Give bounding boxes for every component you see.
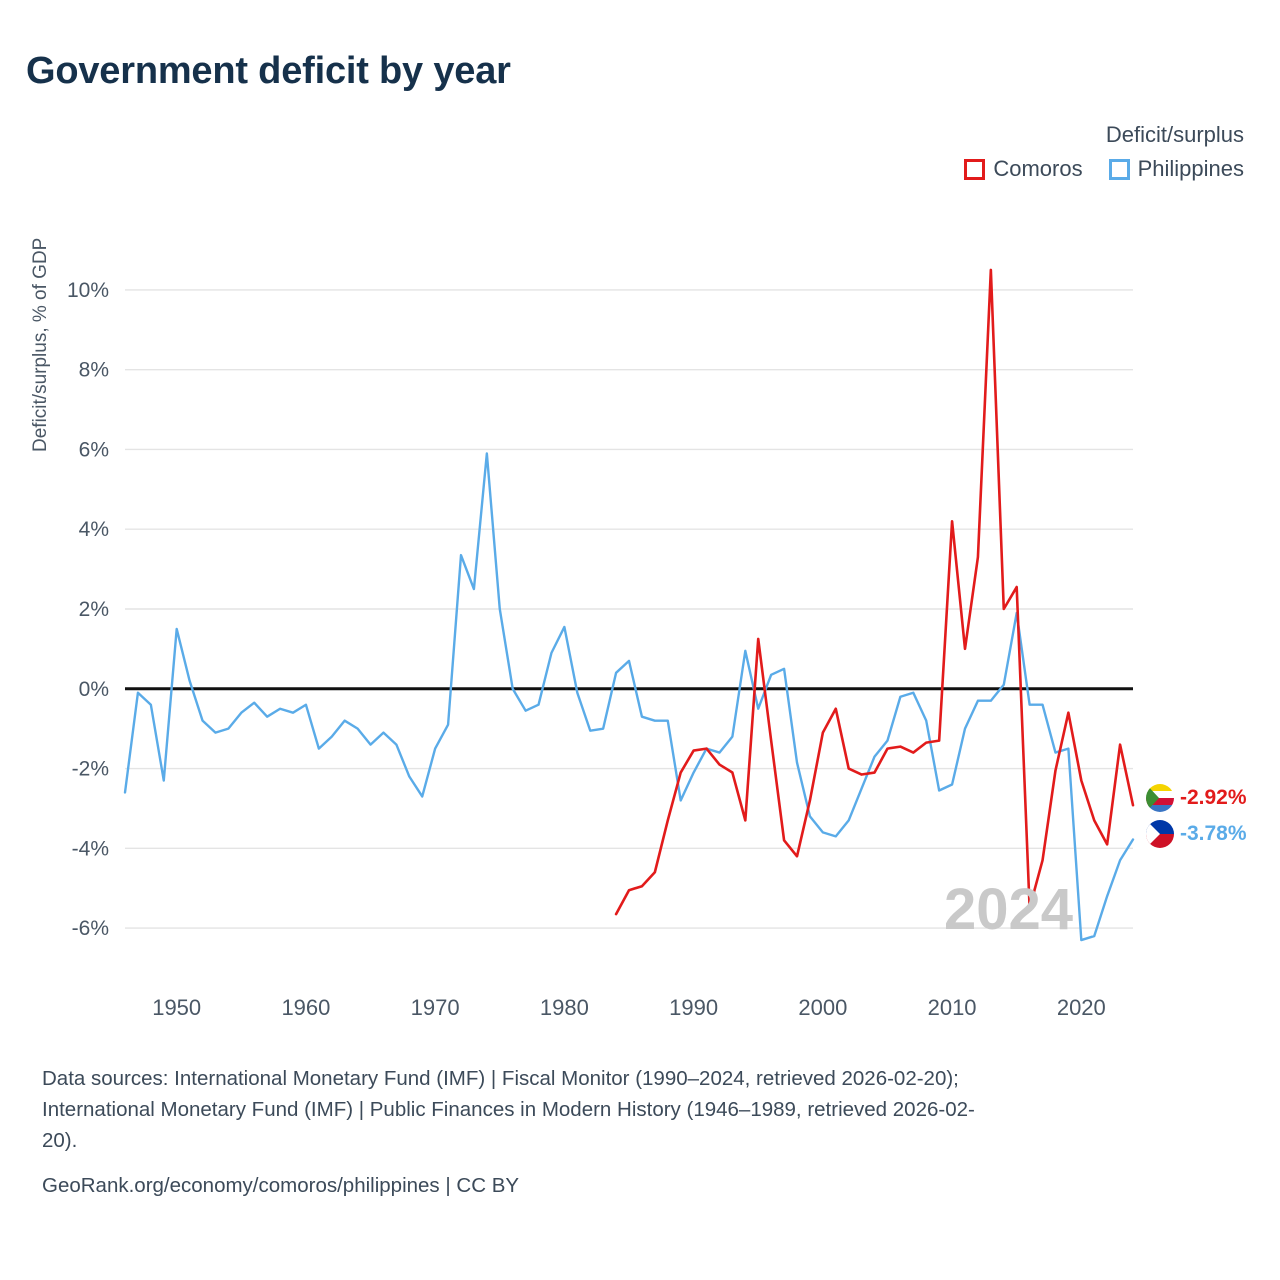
- x-tick-label: 2010: [927, 995, 977, 1020]
- legend-title: Deficit/surplus: [1105, 122, 1244, 147]
- legend-label-philippines: Philippines: [1137, 156, 1244, 181]
- page-title: Government deficit by year: [26, 50, 511, 92]
- footer-attribution: GeoRank.org/economy/comoros/philippines | CC BY: [42, 1174, 520, 1197]
- y-tick-label: 0%: [78, 677, 109, 701]
- end-label-comoros: -2.92%: [1180, 786, 1247, 809]
- x-tick-label: 1990: [669, 995, 719, 1020]
- footer-sources-line3: 20).: [42, 1129, 78, 1152]
- y-tick-label: 10%: [66, 278, 109, 302]
- year-watermark: 2024: [944, 877, 1074, 942]
- footer: [42, 1063, 1242, 1201]
- y-tick-label: 8%: [78, 358, 109, 382]
- x-tick-label: 1960: [281, 995, 331, 1020]
- footer-sources-line2: International Monetary Fund (IMF) | Public Finances in Modern History (1946–1989, retrieved 2026-02-: [42, 1098, 975, 1121]
- philippines-flag-icon: [1146, 820, 1174, 848]
- x-tick-label: 2020: [1056, 995, 1106, 1020]
- end-label-philippines: -3.78%: [1180, 822, 1247, 845]
- y-tick-label: 4%: [78, 518, 109, 542]
- x-tick-label: 2000: [798, 995, 848, 1020]
- x-tick-label: 1980: [539, 995, 589, 1020]
- y-tick-label: -4%: [71, 837, 109, 861]
- y-tick-label: -2%: [71, 757, 109, 781]
- x-tick-label: 1950: [152, 995, 202, 1020]
- series-line-comoros: [616, 270, 1133, 914]
- y-axis-label: Deficit/surplus, % of GDP: [30, 237, 51, 452]
- x-tick-label: 1970: [410, 995, 460, 1020]
- comoros-flag-icon: [1146, 784, 1174, 812]
- y-tick-label: 6%: [78, 438, 109, 462]
- legend-label-comoros: Comoros: [993, 156, 1083, 181]
- y-tick-label: -6%: [71, 917, 109, 941]
- y-tick-label: 2%: [78, 597, 109, 621]
- footer-sources-line1: Data sources: International Monetary Fund (IMF) | Fiscal Monitor (1990–2024, retrieved 2026-02-20);: [42, 1067, 959, 1090]
- series-line-philippines: [125, 453, 1133, 940]
